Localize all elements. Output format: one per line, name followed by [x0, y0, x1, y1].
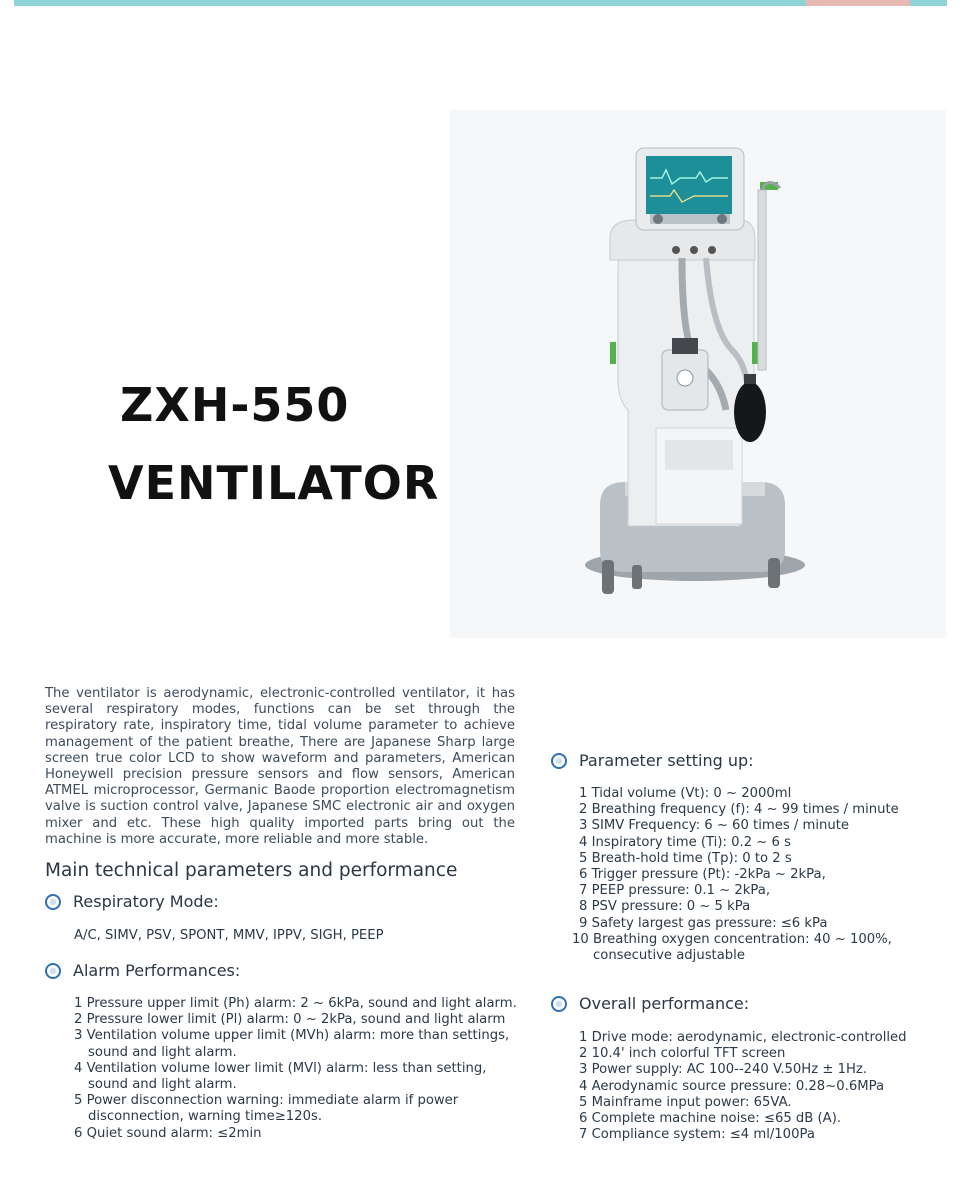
- list-item: 3 Ventilation volume upper limit (MVh) alarm: more than settings,: [74, 1028, 510, 1044]
- list-item: 1 Tidal volume (Vt): 0 ~ 2000ml: [579, 786, 792, 801]
- parameter-heading: [551, 751, 754, 770]
- list-item: 6 Complete machine noise: ≤65 dB (A).: [579, 1111, 842, 1127]
- overall-list: [579, 1030, 949, 1143]
- alarm-label: Alarm Performances:: [73, 961, 241, 980]
- list-item: 1 Drive mode: aerodynamic, electronic-controlled: [579, 1030, 907, 1045]
- respiratory-mode-values: A/C, SIMV, PSV, SPONT, MMV, IPPV, SIGH, PEEP: [74, 928, 384, 943]
- list-item: 10 Breathing oxygen concentration: 40 ~ 100%,: [572, 931, 892, 947]
- list-item: disconnection, warning time≥120s.: [88, 1109, 323, 1125]
- ventilator-illustration: [450, 110, 946, 638]
- respiratory-mode-label: Respiratory Mode:: [73, 892, 219, 911]
- model-title: ZXH-550: [120, 378, 350, 432]
- intro-paragraph: The ventilator is aerodynamic, electronic-controlled ventilator, it has several respiratory modes, functions can be set through the respiratory rate, inspiratory time, tidal volume parameter to achieve management of the patient breathe, There are Japanese Sharp large screen true color LCD to show waveform and parameters, American Honeywell precision pressure sensors and flow sensors, American ATMEL microprocessor, Germanic Baode proportion electromagnetism valve is suction control valve, Japanese SMC electronic air and oxygen mixer and etc. These high quality imported parts bring out the machine is more accurate, more reliable and more stable.: [45, 686, 515, 847]
- parameter-label: Parameter setting up:: [579, 751, 754, 770]
- list-item: 5 Power disconnection warning: immediate alarm if power: [74, 1093, 459, 1109]
- list-item: 4 Ventilation volume lower limit (MVl) alarm: less than setting,: [74, 1060, 487, 1076]
- list-item: 2 10.4' inch colorful TFT screen: [579, 1046, 786, 1062]
- list-item: 2 Pressure lower limit (Pl) alarm: 0 ~ 2kPa, sound and light alarm: [74, 1012, 506, 1028]
- ventilator-photo: [450, 110, 946, 638]
- list-item: 6 Quiet sound alarm: ≤2min: [74, 1125, 262, 1141]
- main-parameters-heading: Main technical parameters and performance: [45, 860, 458, 881]
- list-item: 4 Inspiratory time (Ti): 0.2 ~ 6 s: [579, 834, 791, 850]
- bullet-icon: [551, 996, 567, 1012]
- list-item: 3 Power supply: AC 100--240 V.50Hz ± 1Hz.: [579, 1062, 867, 1078]
- respiratory-mode-heading: [45, 892, 219, 911]
- bullet-icon: [45, 963, 61, 979]
- list-item: 3 SIMV Frequency: 6 ~ 60 times / minute: [579, 818, 850, 834]
- list-item: 7 PEEP pressure: 0.1 ~ 2kPa,: [579, 883, 771, 899]
- list-item: sound and light alarm.: [88, 1044, 237, 1060]
- alarm-heading: [45, 961, 240, 980]
- overall-label: Overall performance:: [579, 994, 750, 1013]
- bullet-icon: [551, 753, 567, 769]
- list-item: 2 Breathing frequency (f): 4 ~ 99 times / minute: [579, 802, 899, 818]
- list-item: 9 Safety largest gas pressure: ≤6 kPa: [579, 915, 828, 931]
- list-item: 7 Compliance system: ≤4 ml/100Pa: [579, 1127, 815, 1143]
- list-item: 4 Aerodynamic source pressure: 0.28~0.6MPa: [579, 1078, 885, 1094]
- parameter-list: [572, 786, 952, 964]
- list-item: sound and light alarm.: [88, 1077, 237, 1093]
- top-logo-mark: [806, 0, 910, 6]
- alarm-list: [74, 996, 544, 1142]
- list-item: 5 Mainframe input power: 65VA.: [579, 1094, 792, 1110]
- product-title: VENTILATOR: [108, 456, 440, 510]
- list-item: consecutive adjustable: [593, 948, 745, 964]
- list-item: 5 Breath-hold time (Tp): 0 to 2 s: [579, 850, 792, 866]
- overall-heading: [551, 994, 749, 1013]
- bullet-icon: [45, 894, 61, 910]
- list-item: 6 Trigger pressure (Pt): -2kPa ~ 2kPa,: [579, 867, 826, 883]
- list-item: 1 Pressure upper limit (Ph) alarm: 2 ~ 6kPa, sound and light alarm.: [74, 996, 517, 1011]
- list-item: 8 PSV pressure: 0 ~ 5 kPa: [579, 899, 751, 915]
